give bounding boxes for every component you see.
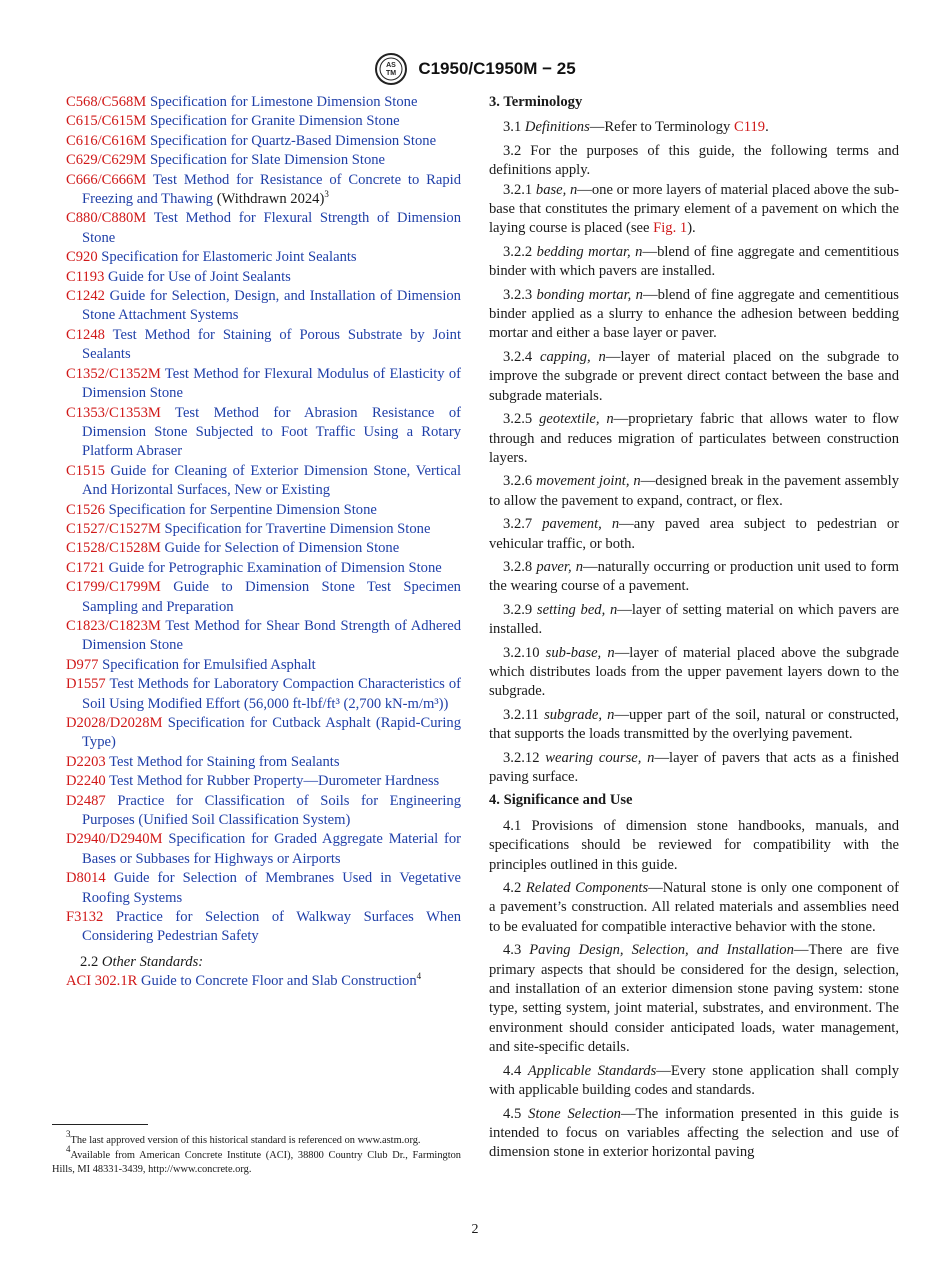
reference-title[interactable]: Specification for Serpentine Dimension Stone [108, 501, 377, 518]
reference-item[interactable] [66, 559, 461, 578]
footnote-divider [52, 1124, 148, 1125]
significance-number: 4.3 [503, 942, 522, 959]
definition-term: capping, n [540, 348, 606, 365]
significance-term: Related Components [525, 880, 649, 897]
definition-term: subgrade, n [544, 706, 615, 723]
left-column [66, 93, 461, 992]
reference-code[interactable]: C1823/C1823M [66, 617, 161, 634]
reference-code[interactable]: C1193 [66, 268, 105, 285]
section-heading-terminology: 3. Terminology [489, 94, 583, 110]
definition-term: movement joint, n [536, 473, 641, 490]
definition-number: 3.2.10 [503, 644, 540, 661]
definition-number: 3.2.2 [503, 243, 533, 260]
reference-item[interactable] [66, 753, 461, 772]
reference-item[interactable] [66, 151, 461, 170]
reference-item[interactable] [66, 462, 461, 501]
reference-title[interactable]: Guide for Selection of Membranes Used in Vegetative Roofing Systems [82, 870, 461, 906]
significance-term: Applicable Standards [527, 1062, 657, 1079]
reference-item[interactable] [66, 365, 461, 404]
reference-code[interactable]: C1515 [66, 462, 105, 479]
astm-logo-icon [374, 52, 408, 86]
definition-term: bonding mortar, n [536, 286, 643, 303]
reference-code[interactable]: C880/C880M [66, 210, 147, 227]
definition-term: setting bed, n [536, 601, 618, 618]
reference-item[interactable] [66, 326, 461, 365]
footnote-3: $^3$The last approved version of this historical standard is referenced on www.astm.org. [66, 1129, 421, 1146]
reference-item[interactable] [66, 830, 461, 869]
reference-code[interactable]: C1352/C1352M [66, 365, 161, 382]
figure-link[interactable]: Fig. 1 [653, 220, 688, 237]
reference-item[interactable] [66, 404, 461, 462]
reference-code[interactable]: F3132 [66, 909, 104, 926]
paragraph-3-2: 3.2 For the purposes of this guide, the following terms and definitions apply. [489, 142, 899, 179]
definition-text: —designed break in the pavement assembly to allow the pavement to expand, contract, or flex. [489, 473, 899, 509]
reference-item[interactable] [66, 248, 461, 267]
reference-item[interactable] [66, 675, 461, 714]
reference-title[interactable]: Test Method for Flexural Strength of Dimension Stone [82, 210, 461, 246]
definition-text: —upper part of the soil, natural or constructed, that supports the loads transmitted by the overlying pavement. [489, 706, 899, 743]
paragraph-3-1: 3.1 Definitions—Refer to Terminology C119. [503, 119, 769, 136]
reference-code[interactable]: C666/C666M [66, 171, 147, 188]
significance-item [489, 1062, 899, 1101]
svg-text:AS: AS [386, 62, 397, 69]
definition-text: —one or more layers of material placed above the sub-base that constitutes the primary element of a pavement on which the laying course is placed (see [489, 181, 899, 237]
definition-text: —layer of pavers that acts as a finished paving surface. [489, 749, 899, 785]
footnote-marker: 3 [324, 189, 329, 200]
reference-code[interactable]: C615/C615M [66, 113, 147, 130]
definition-text: —layer of material placed on the subgrade to improve the subgrade or prevent direct contact between the base and subgrade materials. [489, 348, 899, 404]
definition-item [489, 644, 899, 702]
significance-list [489, 879, 899, 1163]
definition-item [489, 749, 899, 788]
significance-term: Stone Selection [528, 1105, 621, 1122]
reference-item[interactable] [66, 520, 461, 539]
reference-item[interactable] [66, 869, 461, 908]
definition-term: bedding mortar, n [536, 243, 643, 260]
reference-item[interactable] [66, 171, 461, 210]
footnotes [52, 1129, 461, 1178]
reference-list [66, 93, 461, 947]
reference-code[interactable]: D2487 [66, 792, 106, 809]
reference-item[interactable] [66, 714, 461, 753]
reference-item[interactable] [66, 501, 461, 520]
definition-term: paver, n [536, 558, 584, 575]
reference-code[interactable]: C1527/C1527M [66, 520, 161, 537]
standard-designation: C1950/C1950M − 25 [418, 59, 576, 78]
significance-text: —Every stone application shall comply with applicable building codes and standards. [489, 1062, 899, 1099]
reference-code[interactable]: C1242 [66, 288, 105, 305]
reference-title[interactable]: Guide for Cleaning of Exterior Dimension Stone, Vertical And Horizontal Surfaces, New or Existing [82, 462, 461, 499]
definition-number: 3.2.12 [503, 749, 540, 766]
definition-text: —blend of fine aggregate and cementitious binder applied as a slurry to enhance the adhesion between bedding mortar and either a base layer or paver. [489, 286, 899, 342]
significance-item [489, 879, 899, 937]
reference-title[interactable]: Specification for Slate Dimension Stone [149, 152, 386, 169]
footnote-4: $^4$Available from American Concrete Institute (ACI), 38800 Country Club Dr., Farmington Hills, MI 48331-3439, http://www.concrete.org. [52, 1143, 461, 1175]
reference-code[interactable]: C1353/C1353M [66, 404, 161, 421]
reference-item[interactable] [66, 539, 461, 558]
reference-title[interactable]: Guide to Dimension Stone Test Specimen Sampling and Preparation [82, 579, 461, 615]
paragraph-4-1: 4.1 Provisions of dimension stone handbooks, manuals, and specifications should be reviewed for compatibility with the principles outlined in this guide. [489, 817, 899, 873]
reference-code[interactable]: C1526 [66, 501, 105, 518]
definition-list [489, 181, 899, 788]
reference-item[interactable] [66, 209, 461, 248]
definition-number: 3.2.4 [503, 348, 533, 365]
reference-item[interactable] [66, 268, 461, 287]
reference-code[interactable]: C1721 [66, 559, 105, 576]
reference-item[interactable] [66, 656, 461, 675]
significance-text: —Natural stone is only one component of a pavement’s construction. All related materials and assemblies need to be evaluated for compatible interactive behavior with the stone. [489, 880, 899, 935]
reference-code[interactable]: D2940/D2940M [66, 831, 163, 848]
definition-number: 3.2.6 [503, 473, 533, 490]
definition-text: —layer of material placed above the subgrade which distributes loads from the upper pavement layers down to the subgrade. [489, 644, 899, 700]
reference-item-aci[interactable]: ACI 302.1R Guide to Concrete Floor and Slab Construction$^4$ [66, 971, 422, 990]
significance-item [489, 1105, 899, 1163]
definition-text-end: ). [687, 220, 696, 237]
definition-term: wearing course, n [545, 749, 655, 766]
reference-title[interactable]: Test Method for Staining from Sealants [109, 753, 340, 770]
reference-code[interactable]: C1799/C1799M [66, 579, 161, 596]
definition-number: 3.2.5 [503, 411, 533, 428]
reference-title[interactable]: Test Method for Staining of Porous Substrate by Joint Sealants [82, 326, 461, 363]
reference-code[interactable]: D1557 [66, 676, 106, 693]
reference-item[interactable] [66, 112, 461, 131]
reference-title[interactable]: Test Method for Rubber Property—Durometer Hardness [109, 773, 440, 790]
definition-item [489, 243, 899, 282]
reference-title[interactable]: Guide for Selection of Dimension Stone [164, 540, 400, 557]
other-standards-heading: 2.2 Other Standards: [80, 953, 204, 970]
reference-title[interactable]: Guide for Selection, Design, and Installation of Dimension Stone Attachment Systems [82, 288, 461, 324]
right-column [489, 93, 899, 1167]
reference-note: (Withdrawn 2024) [213, 191, 325, 208]
reference-code[interactable]: C920 [66, 249, 98, 266]
definition-item [489, 601, 899, 640]
page-header [0, 52, 950, 86]
reference-title[interactable]: Test Methods for Laboratory Compaction Characteristics of Soil Using Modified Effort (56,000 ft-lbf/ft³ (2,700 kN-m/m³)) [82, 676, 461, 712]
definition-item [489, 706, 899, 745]
page-number: 2 [471, 1222, 479, 1237]
section-heading-significance: 4. Significance and Use [489, 792, 633, 809]
definition-item [489, 181, 899, 239]
reference-code[interactable]: C568/C568M [66, 94, 147, 110]
reference-code[interactable]: D977 [66, 656, 99, 673]
reference-code[interactable]: C629/C629M [66, 152, 147, 169]
reference-title[interactable]: Specification for Quartz-Based Dimension Stone [149, 132, 437, 149]
reference-item[interactable] [66, 287, 461, 326]
definition-item [489, 348, 899, 406]
definition-text: —proprietary fabric that allows water to flow through and reduces migration of particulates between construction layers. [489, 411, 899, 466]
reference-title[interactable]: Specification for Travertine Dimension Stone [164, 520, 431, 537]
reference-item[interactable] [66, 132, 461, 151]
reference-title[interactable]: Test Method for Shear Bond Strength of Adhered Dimension Stone [82, 617, 461, 654]
definition-term: geotextile, n [539, 411, 614, 428]
definition-number: 3.2.3 [503, 286, 533, 303]
reference-code[interactable]: D8014 [66, 870, 106, 887]
reference-code[interactable]: D2203 [66, 753, 106, 770]
reference-title[interactable]: Practice for Selection of Walkway Surfaces When Considering Pedestrian Safety [82, 909, 461, 945]
definition-text: —layer of setting material on which pavers are installed. [489, 601, 899, 638]
definition-text: —naturally occurring or production unit used to form the wearing course of a pavement. [489, 558, 899, 595]
reference-code[interactable]: C616/C616M [66, 132, 147, 149]
reference-title[interactable]: Specification for Limestone Dimension Stone [149, 94, 418, 110]
reference-item[interactable] [66, 93, 461, 112]
reference-code[interactable]: C1528/C1528M [66, 540, 161, 557]
significance-text: —The information presented in this guide is intended to focus on variables affecting the selection and use of dimension stone in exterior horizontal paving [489, 1105, 899, 1161]
definition-item [489, 472, 899, 511]
reference-item[interactable] [66, 908, 461, 947]
definition-number: 3.2.1 [503, 181, 533, 198]
reference-item[interactable] [66, 772, 461, 791]
definition-text: —any paved area subject to pedestrian or vehicular traffic, or both. [489, 516, 899, 552]
svg-text:TM: TM [386, 70, 397, 77]
reference-code[interactable]: D2028/D2028M [66, 715, 163, 731]
definition-item [489, 410, 899, 468]
definition-number: 3.2.8 [503, 558, 533, 575]
definition-text: —blend of fine aggregate and cementitious binder with which pavers are installed. [489, 243, 899, 280]
definition-term: pavement, n [542, 516, 620, 533]
reference-title[interactable]: Test Method for Abrasion Resistance of Dimension Stone Subjected to Foot Traffic Using a Rotary Platform Abraser [82, 404, 461, 460]
significance-number: 4.2 [503, 880, 522, 897]
definition-item [489, 515, 899, 554]
reference-title[interactable]: Specification for Granite Dimension Stone [149, 113, 400, 130]
significance-term: Paving Design, Selection, and Installation [529, 942, 794, 959]
reference-title[interactable]: Practice for Classification of Soils for Engineering Purposes (Unified Soil Classification System) [82, 792, 461, 829]
definition-number: 3.2.7 [503, 516, 533, 533]
reference-title[interactable]: Specification for Graded Aggregate Material for Bases or Subbases for Highways or Airports [82, 831, 461, 867]
reference-title[interactable]: Test Method for Flexural Modulus of Elasticity of Dimension Stone [82, 365, 461, 402]
definition-item [489, 286, 899, 344]
reference-title[interactable]: Specification for Cutback Asphalt (Rapid-Curing Type) [82, 715, 461, 751]
reference-item[interactable] [66, 617, 461, 656]
significance-number: 4.5 [503, 1105, 522, 1122]
definition-item [489, 558, 899, 597]
significance-number: 4.4 [503, 1062, 522, 1079]
definition-number: 3.2.9 [503, 601, 533, 618]
reference-title[interactable]: Guide for Use of Joint Sealants [108, 268, 291, 285]
definition-term: base, n [535, 181, 578, 198]
significance-text: —There are five primary aspects that should be considered for the design, selection, and installation of an exterior dimension stone paving system: stone type, setting system, joint material, substrates, and environment. The environment should consider anticipated loads, water management, and site-specific details. [489, 942, 900, 1056]
definition-term: sub-base, n [545, 644, 615, 661]
link-c119[interactable]: C119 [734, 119, 766, 136]
reference-item[interactable] [66, 792, 461, 831]
reference-code[interactable]: C1248 [66, 326, 105, 343]
significance-item [489, 941, 899, 1057]
reference-title[interactable]: Specification for Elastomeric Joint Sealants [101, 249, 357, 266]
reference-item[interactable] [66, 578, 461, 617]
reference-title[interactable]: Guide for Petrographic Examination of Dimension Stone [108, 559, 442, 576]
reference-code[interactable]: D2240 [66, 773, 106, 790]
reference-title[interactable]: Specification for Emulsified Asphalt [102, 656, 316, 673]
definition-number: 3.2.11 [503, 706, 539, 723]
reference-title[interactable]: Test Method for Resistance of Concrete to Rapid Freezing and Thawing [82, 171, 462, 208]
